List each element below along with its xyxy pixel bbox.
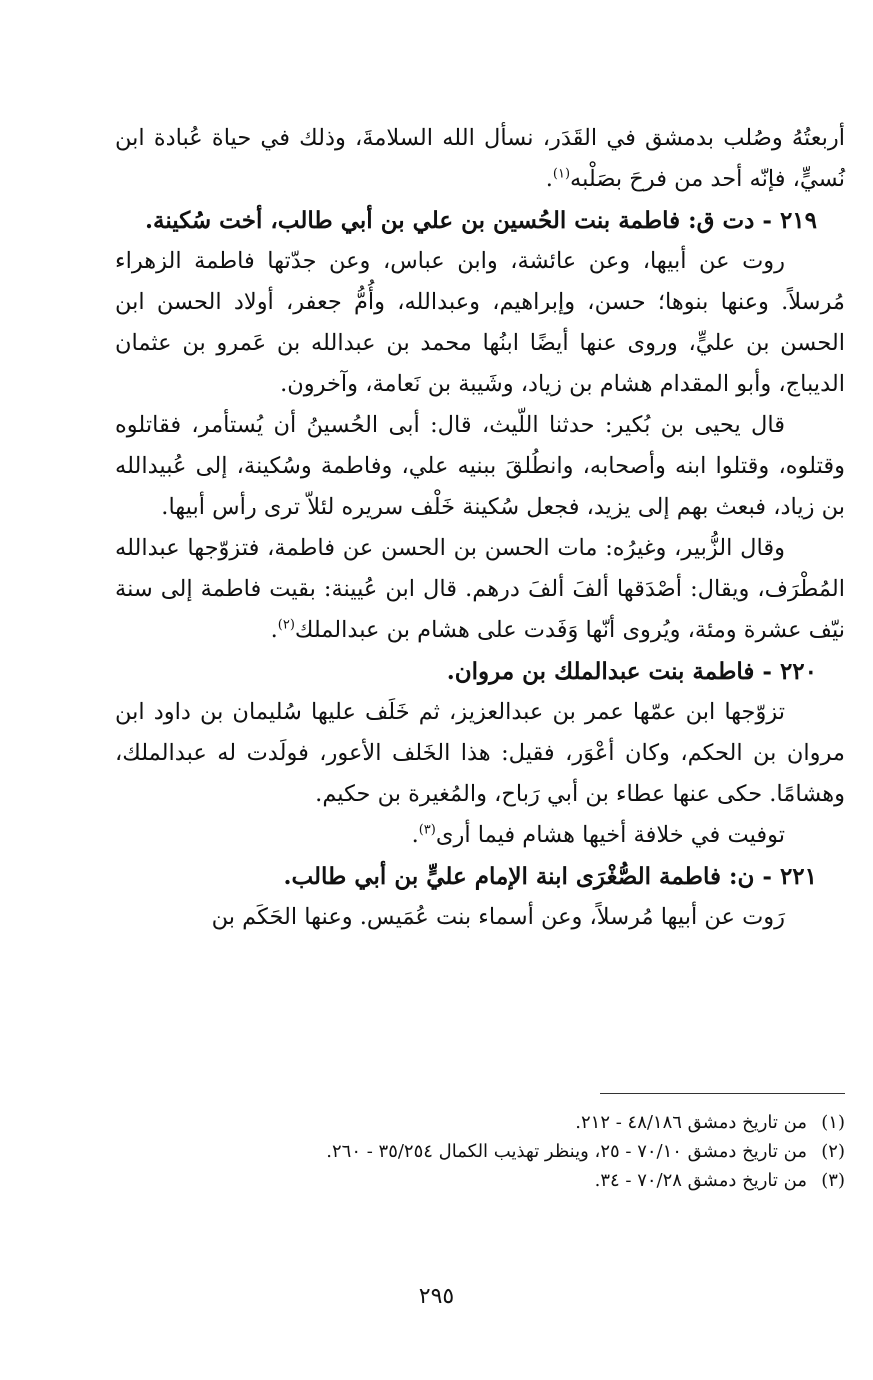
paragraph-entry-220-death: توفيت في خلافة أخيها هشام فيما أرى$^{(٣)}$. (411, 822, 785, 848)
paragraph-continuation: أربعتُهُ وصُلب بدمشق في القَدَر، نسأل الله السلامةَ، وذلك في حياة عُبادة ابن نُسيٍّ، فإنّه أحد من فرحَ بصَلْبه$^{(١)}$. (115, 125, 845, 192)
footnote-text: من تاريخ دمشق ٧٠/١٠ - ٢٥، وينظر تهذيب الكمال ٣٥/٢٥٤ - ٢٦٠. (326, 1141, 807, 1162)
footnote-1 (115, 1108, 845, 1137)
footnote-2 (115, 1137, 845, 1166)
entry-heading-219: ٢١٩ - دت ق: فاطمة بنت الحُسين بن علي بن أبي طالب، أخت سُكينة. (144, 207, 817, 234)
paragraph-entry-219-report: قال يحيى بن بُكير: حدثنا اللّيث، قال: أبى الحُسينُ أن يُستأمر، فقاتلوه وقتلوه، وقتلوا ابنه وأصحابه، وانطُلقَ ببنيه علي، وفاطمة وسُكينة، إلى عُبيدالله بن زياد، فبعث بهم إلى يزيد، فجعل سُكينة خَلْف سريره لئلاّ ترى رأس أبيها. (115, 412, 845, 520)
footnote-text: من تاريخ دمشق ٧٠/٢٨ - ٣٤. (594, 1170, 807, 1191)
footnote-number: (٣) (821, 1170, 845, 1191)
footnote-separator (600, 1093, 845, 1094)
footnote-number: (١) (821, 1112, 845, 1133)
footnote-ref-1[interactable]: (١) (552, 166, 571, 182)
footnote-ref-2[interactable]: (٢) (277, 617, 295, 633)
page-number: ٢٩٥ (418, 1284, 455, 1309)
footnote-text: من تاريخ دمشق ٤٨/١٨٦ - ٢١٢. (575, 1112, 807, 1133)
paragraph-entry-219-marriage: وقال الزُّبير، وغيرُه: مات الحسن بن الحسن عن فاطمة، فتزوّجها عبدالله المُطْرَف، ويقال: أصْدَقها ألفَ ألفَ درهم. قال ابن عُيينة: بقيت فاطمة إلى سنة نيّف عشرة ومئة، ويُروى أنّها وَفَدت على هشام بن عبدالملك$^{(٢)}$. (115, 535, 845, 643)
footnotes (115, 1108, 845, 1195)
paragraph-entry-219-narrators: روت عن أبيها، وعن عائشة، وابن عباس، وعن جدّتها فاطمة الزهراء مُرسلاً. وعنها بنوها؛ حسن، وإبراهيم، وعبدالله، وأُمُّ جعفر، أولاد الحسن ابن الحسن بن عليٍّ، وروى عنها أيضًا ابنُها محمد بن عبدالله بن عَمرو بن عثمان الديباج، وأبو المقدام هشام بن زياد، وشَيبة بن نَعامة، وآخرون. (115, 248, 845, 397)
footnote-number: (٢) (821, 1141, 845, 1162)
entry-heading-220: ٢٢٠ - فاطمة بنت عبدالملك بن مروان. (446, 658, 817, 685)
footnote-3 (115, 1166, 845, 1195)
paragraph-entry-220-bio: تزوّجها ابن عمّها عمر بن عبدالعزيز، ثم خَلَف عليها سُليمان بن داود ابن مروان بن الحكم، وكان أعْوَر، فقيل: هذا الخَلف الأعور، فولَدت له عبدالملك، وهشامًا. حكى عنها عطاء بن أبي رَباح، والمُغيرة بن حكيم. (115, 699, 845, 807)
main-text (115, 118, 845, 938)
entry-heading-221: ٢٢١ - ن: فاطمة الصُّغْرَى ابنة الإمام عليٍّ بن أبي طالب. (283, 863, 817, 890)
footnote-ref-3[interactable]: (٣) (418, 822, 436, 838)
paragraph-entry-221-bio: رَوت عن أبيها مُرسلاً، وعن أسماء بنت عُمَيس. وعنها الحَكَم بن (211, 904, 785, 930)
